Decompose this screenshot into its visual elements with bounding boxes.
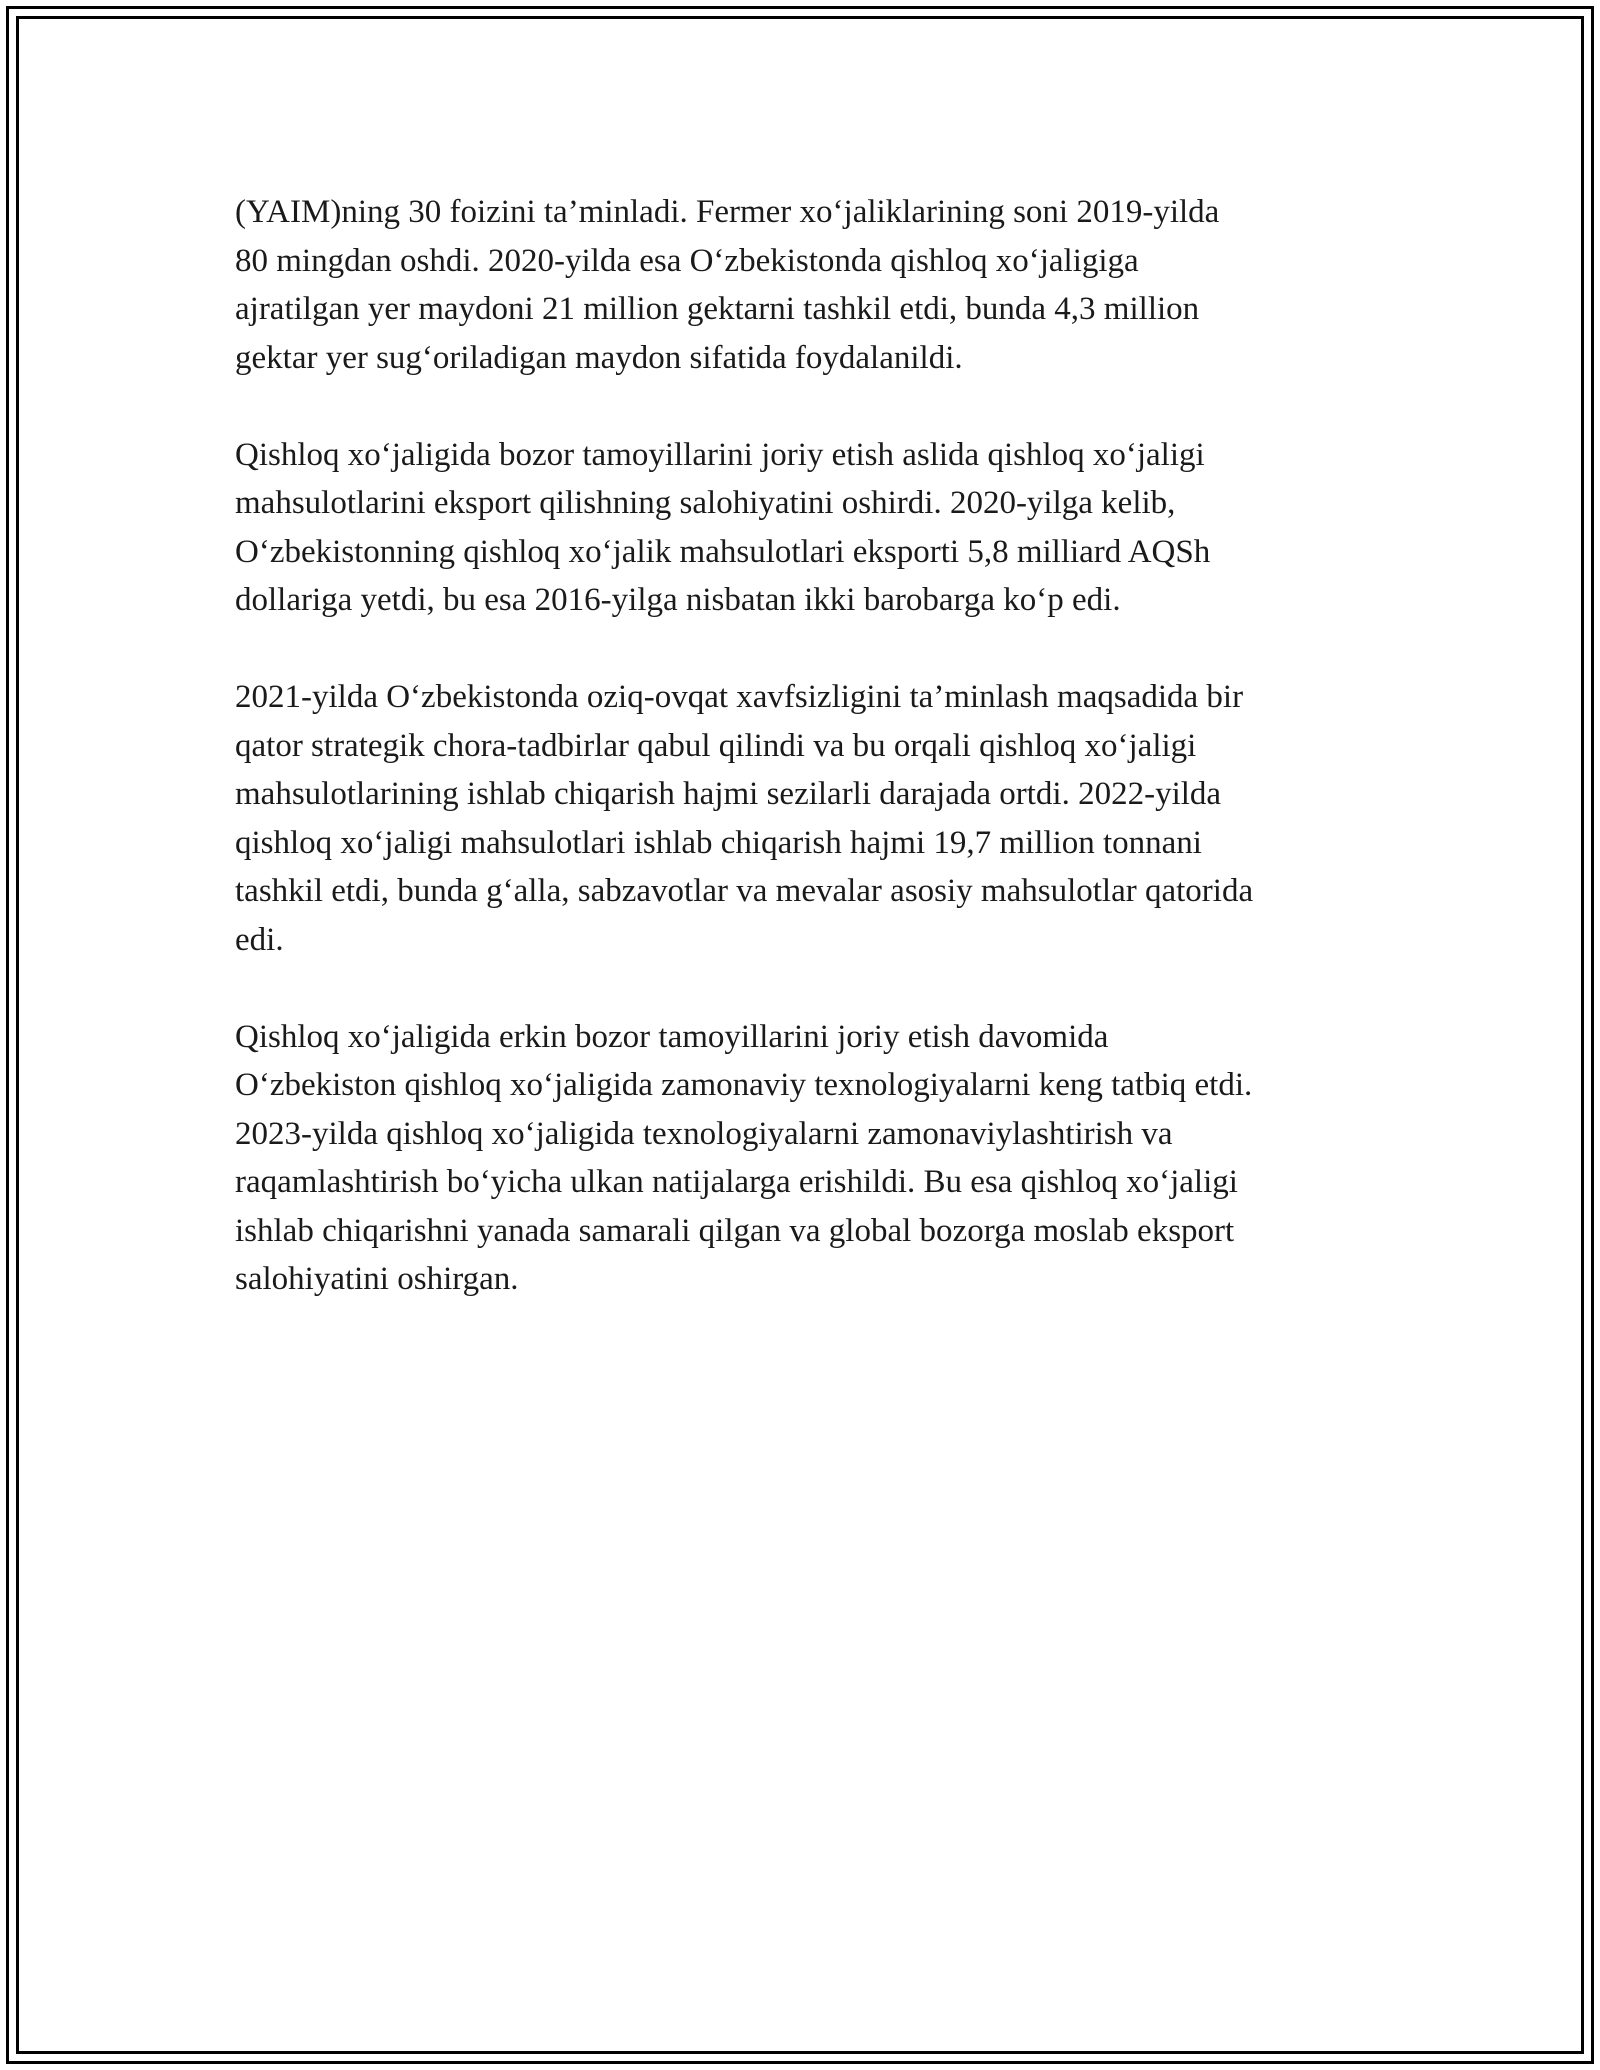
text-line: O‘zbekiston qishloq xo‘jaligida zamonaviy texnologiyalarni keng tatbiq etdi. [235, 1067, 1253, 1103]
text-line: tashkil etdi, bunda g‘alla, sabzavotlar va mevalar asosiy mahsulotlar qatorida [235, 873, 1254, 909]
text-line: (YAIM)ning 30 foizini ta’minladi. Fermer xo‘jaliklarining soni 2019-yilda [235, 194, 1220, 230]
text-line: salohiyatini oshirgan. [235, 1261, 519, 1297]
text-line: gektar yer sug‘oriladigan maydon sifatida foydalanildi. [235, 339, 963, 376]
text-line: 2023-yilda qishloq xo‘jaligida texnologiyalarni zamonaviylashtirish va [235, 1115, 1173, 1152]
text-line: edi. [235, 921, 284, 958]
text-line: Qishloq xo‘jaligida erkin bozor tamoyillarini joriy etish davomida [235, 1018, 1109, 1055]
text-line: mahsulotlarini eksport qilishning salohiyatini oshirdi. 2020-yilga kelib, [235, 485, 1176, 521]
text-line: dollariga yetdi, bu esa 2016-yilga nisbatan ikki barobarga ko‘p edi. [235, 582, 1121, 618]
text-line: 2021-yilda O‘zbekistonda oziq-ovqat xavfsizligini ta’minlash maqsadida bir [235, 679, 1244, 715]
text-line: Qishloq xo‘jaligida bozor tamoyillarini joriy etish aslida qishloq xo‘jaligi [235, 436, 1205, 473]
text-line: mahsulotlarining ishlab chiqarish hajmi sezilarli darajada ortdi. 2022-yilda [235, 776, 1222, 812]
text-line: qishloq xo‘jaligi mahsulotlari ishlab chiqarish hajmi 19,7 million tonnani [235, 824, 1202, 861]
paragraph-1 [235, 188, 1375, 382]
paragraph-2 [235, 431, 1375, 625]
paragraph-3 [235, 673, 1375, 964]
text-line: raqamlashtirish bo‘yicha ulkan natijalarga erishildi. Bu esa qishloq xo‘jaligi [235, 1164, 1238, 1200]
text-line: 80 mingdan oshdi. 2020-yilda esa O‘zbekistonda qishloq xo‘jaligiga [235, 242, 1139, 279]
paragraph-4 [235, 1013, 1375, 1304]
text-line: ajratilgan yer maydoni 21 million gektarni tashkil etdi, bunda 4,3 million [235, 291, 1200, 327]
text-line: O‘zbekistonning qishloq xo‘jalik mahsulotlari eksporti 5,8 milliard AQSh [235, 533, 1211, 570]
document-body [235, 188, 1375, 1352]
text-line: qator strategik chora-tadbirlar qabul qilindi va bu orqali qishloq xo‘jaligi [235, 727, 1197, 764]
text-line: ishlab chiqarishni yanada samarali qilgan va global bozorga moslab eksport [235, 1212, 1235, 1249]
